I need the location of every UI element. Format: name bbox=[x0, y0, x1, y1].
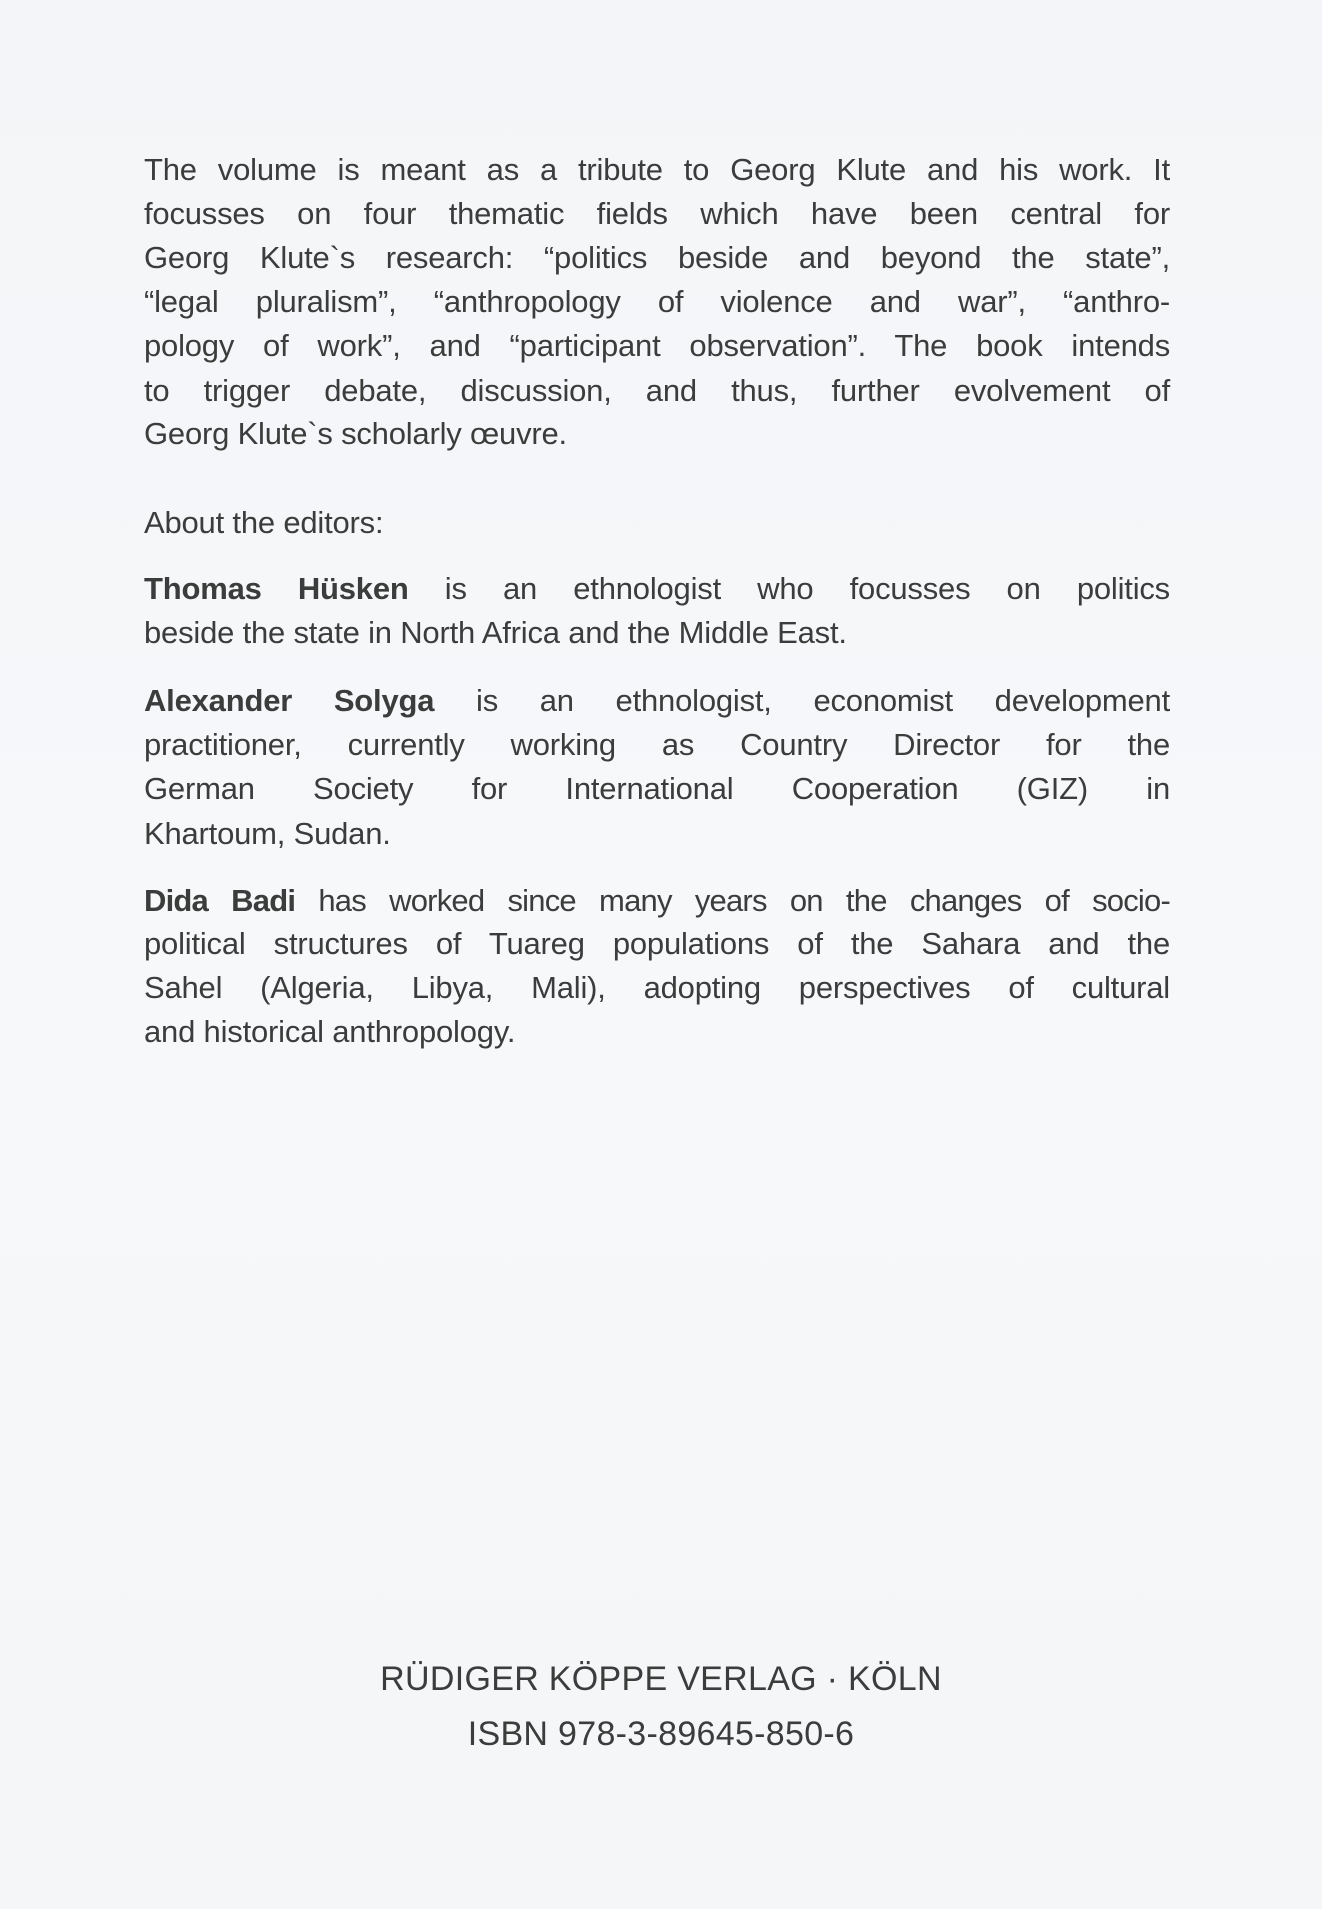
bio-text: has worked since many years on the changes of socio- bbox=[295, 883, 1170, 918]
bio-line bbox=[144, 567, 1170, 611]
editors-heading: About the editors: bbox=[144, 505, 384, 540]
bio-line: Sahel (Algeria, Libya, Mali), adopting perspectives of cultural bbox=[144, 970, 1170, 1005]
editor-name: Dida Badi bbox=[144, 883, 296, 918]
blurb-line: focusses on four thematic fields which have been central for bbox=[144, 196, 1170, 231]
bio-text: is an ethnologist who focusses on politics bbox=[408, 571, 1170, 606]
blurb-line: The volume is meant as a tribute to Georg Klute and his work. It bbox=[144, 152, 1170, 187]
bio-line bbox=[144, 879, 1170, 923]
bio-line: and historical anthropology. bbox=[144, 1014, 516, 1049]
bio-line: political structures of Tuareg populations of the Sahara and the bbox=[144, 926, 1170, 961]
bio-line: German Society for International Cooperation (GIZ) in bbox=[144, 771, 1170, 806]
blurb-line: Georg Klute`s scholarly œuvre. bbox=[144, 416, 567, 451]
editor-name: Thomas Hüsken bbox=[144, 571, 409, 606]
bio-text: is an ethnologist, economist development bbox=[434, 683, 1170, 718]
publisher-imprint: RÜDIGER KÖPPE VERLAG · KÖLN bbox=[380, 1660, 942, 1698]
bio-line: Khartoum, Sudan. bbox=[144, 816, 391, 851]
bio-line: beside the state in North Africa and the Middle East. bbox=[144, 615, 847, 650]
blurb-line: Georg Klute`s research: “politics beside and beyond the state”, bbox=[144, 240, 1170, 275]
bio-line: practitioner, currently working as Country Director for the bbox=[144, 727, 1170, 762]
bio-line bbox=[144, 679, 1170, 723]
blurb-line: pology of work”, and “participant observation”. The book intends bbox=[144, 328, 1170, 363]
editor-name: Alexander Solyga bbox=[144, 683, 435, 718]
blurb-line: “legal pluralism”, “anthropology of violence and war”, “anthro- bbox=[144, 284, 1170, 319]
blurb-line: to trigger debate, discussion, and thus, further evolvement of bbox=[144, 373, 1170, 408]
isbn: ISBN 978-3-89645-850-6 bbox=[467, 1715, 855, 1753]
